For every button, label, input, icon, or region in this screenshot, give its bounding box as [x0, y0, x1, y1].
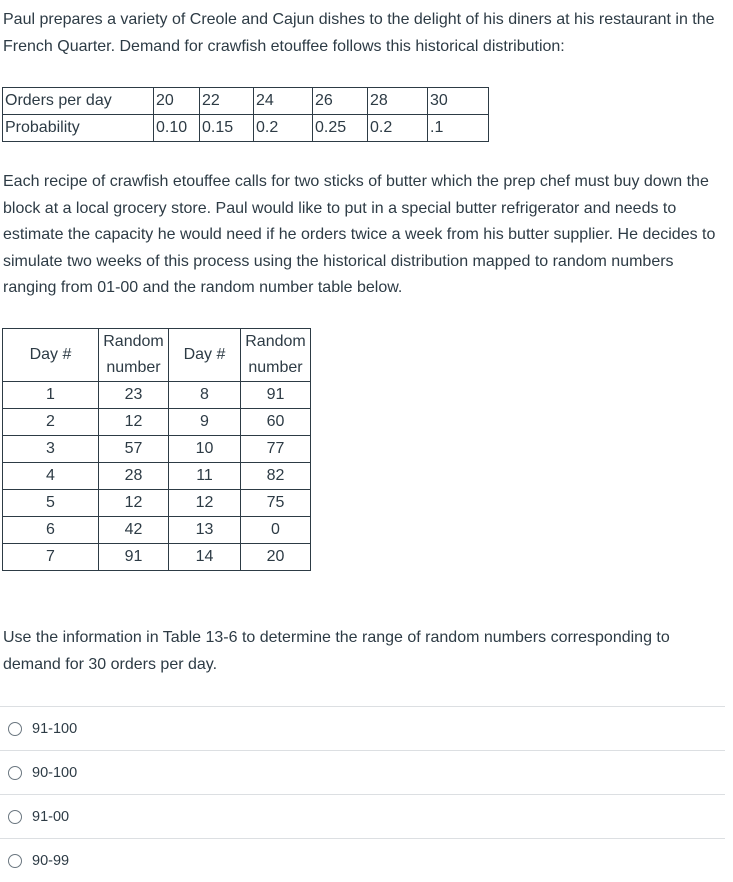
random-number-cell: 91	[99, 544, 169, 571]
day-cell: 9	[169, 409, 241, 436]
probability-row	[3, 115, 489, 142]
demand-distribution-table	[2, 87, 489, 142]
number-header-line: number	[248, 359, 303, 376]
day-cell: 8	[169, 382, 241, 409]
day-cell: 2	[3, 409, 99, 436]
probability-cell: 0.2	[254, 115, 313, 142]
random-number-cell: 20	[241, 544, 311, 571]
table-row	[3, 436, 311, 463]
random-number-cell: 77	[241, 436, 311, 463]
day-cell: 7	[3, 544, 99, 571]
scenario-text: Each recipe of crawfish etouffee calls for two sticks of butter which the prep chef must buy down the block at a local grocery store. Paul would like to put in a special butter refrigerator and needs to estimate the capacity he would need if he orders twice a week from his butter supplier. He decides to simulate two weeks of this process using the historical distribution mapped to random numbers ranging from 01-00 and the random number table below.	[3, 173, 716, 296]
radio-button-icon[interactable]	[8, 810, 22, 824]
day-cell: 10	[169, 436, 241, 463]
random-number-cell: 82	[241, 463, 311, 490]
table-row	[3, 382, 311, 409]
problem-intro: Paul prepares a variety of Creole and Cajun dishes to the delight of his diners at his restaurant in the French Quarter. Demand for crawfish etouffee follows this historical distribution:	[3, 11, 715, 55]
question-text: Use the information in Table 13-6 to determine the range of random numbers corresponding to demand for 30 orders per day.	[3, 629, 670, 673]
random-number-header	[241, 329, 311, 382]
table-row	[3, 490, 311, 517]
day-cell: 3	[3, 436, 99, 463]
random-number-header	[99, 329, 169, 382]
orders-cell: 30	[428, 88, 489, 115]
probability-cell: 0.10	[154, 115, 200, 142]
option-label: 91-00	[32, 808, 70, 825]
orders-cell: 20	[154, 88, 200, 115]
random-header-line: Random	[245, 333, 306, 350]
random-number-cell: 60	[241, 409, 311, 436]
option-label: 90-100	[32, 764, 78, 781]
random-number-cell: 12	[99, 409, 169, 436]
orders-cell: 22	[200, 88, 254, 115]
day-cell: 14	[169, 544, 241, 571]
day-header: Day #	[169, 329, 241, 382]
random-number-table	[2, 328, 311, 571]
day-cell: 1	[3, 382, 99, 409]
orders-cell: 24	[254, 88, 313, 115]
answer-option[interactable]	[0, 750, 725, 794]
table-header-row	[3, 329, 311, 382]
day-header: Day #	[3, 329, 99, 382]
radio-button-icon[interactable]	[8, 766, 22, 780]
random-number-cell: 23	[99, 382, 169, 409]
day-cell: 12	[169, 490, 241, 517]
option-label: 90-99	[32, 852, 70, 869]
table-row	[3, 463, 311, 490]
day-cell: 4	[3, 463, 99, 490]
answer-option[interactable]	[0, 794, 725, 838]
radio-button-icon[interactable]	[8, 722, 22, 736]
random-number-cell: 57	[99, 436, 169, 463]
table-row	[3, 409, 311, 436]
day-cell: 13	[169, 517, 241, 544]
probability-label: Probability	[3, 115, 154, 142]
probability-cell: .1	[428, 115, 489, 142]
random-number-cell: 12	[99, 490, 169, 517]
orders-cell: 26	[313, 88, 368, 115]
probability-cell: 0.15	[200, 115, 254, 142]
answer-option[interactable]	[0, 706, 725, 750]
answer-option[interactable]	[0, 838, 725, 882]
random-number-cell: 75	[241, 490, 311, 517]
probability-cell: 0.2	[368, 115, 428, 142]
random-number-cell: 28	[99, 463, 169, 490]
option-label: 91-100	[32, 720, 78, 737]
radio-button-icon[interactable]	[8, 854, 22, 868]
table-row	[3, 517, 311, 544]
day-cell: 6	[3, 517, 99, 544]
day-cell: 11	[169, 463, 241, 490]
random-number-cell: 91	[241, 382, 311, 409]
random-number-cell: 42	[99, 517, 169, 544]
day-cell: 5	[3, 490, 99, 517]
orders-cell: 28	[368, 88, 428, 115]
random-header-line: Random	[103, 333, 164, 350]
answer-options	[0, 706, 725, 882]
table-row	[3, 544, 311, 571]
number-header-line: number	[106, 359, 161, 376]
orders-row	[3, 88, 489, 115]
probability-cell: 0.25	[313, 115, 368, 142]
orders-label: Orders per day	[3, 88, 154, 115]
random-number-cell: 0	[241, 517, 311, 544]
